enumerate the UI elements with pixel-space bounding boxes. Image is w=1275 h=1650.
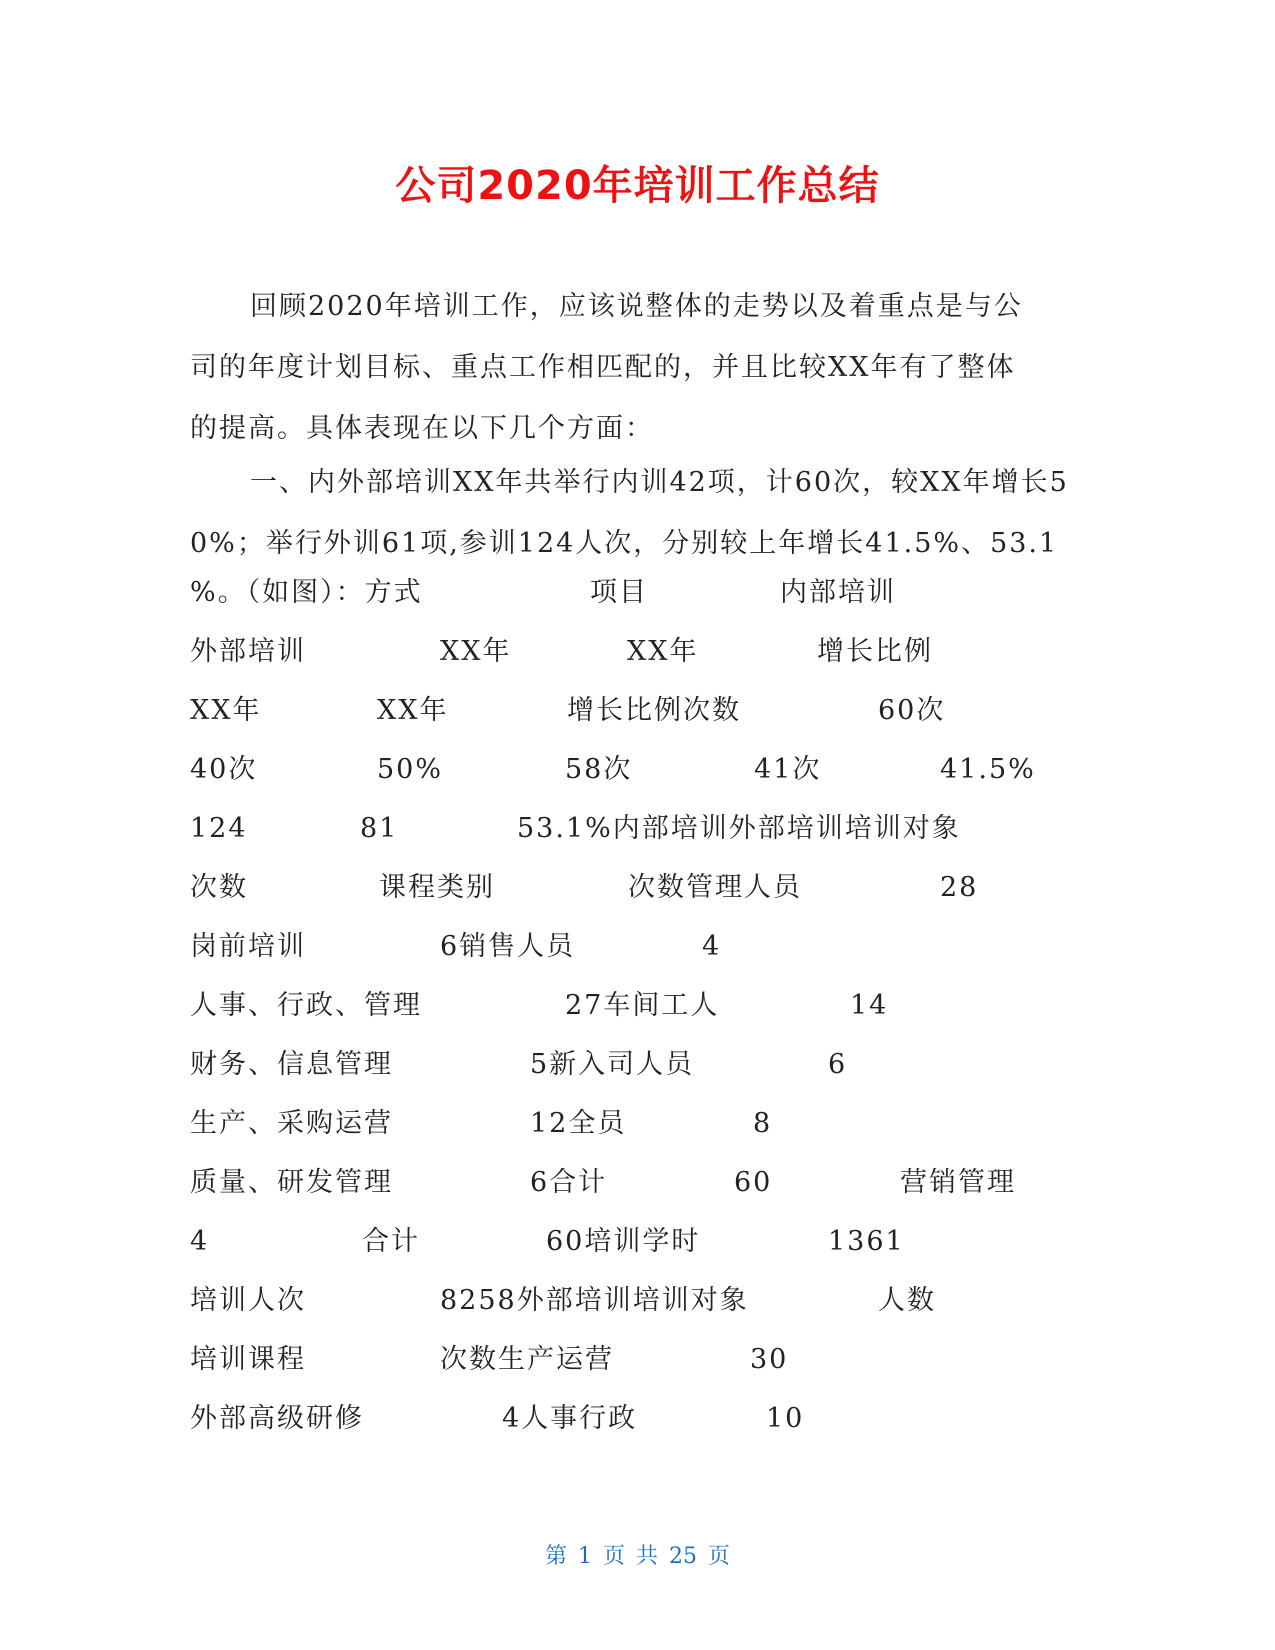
table-cell: 1361 xyxy=(828,1226,905,1257)
paragraph-line: 的提高。具体表现在以下几个方面： xyxy=(190,413,654,444)
table-cell: 次数生产运营 xyxy=(440,1344,614,1375)
table-cell: 营销管理 xyxy=(900,1167,1016,1198)
table-cell: 40次 xyxy=(190,754,258,785)
table-cell: 培训课程 xyxy=(190,1344,306,1375)
page-number: 第 1 页 共 25 页 xyxy=(545,1544,730,1569)
table-cell: 50% xyxy=(377,754,444,785)
table-cell: 课程类别 xyxy=(379,872,495,903)
table-cell: 58次 xyxy=(565,754,633,785)
table-cell: 27车间工人 xyxy=(565,990,720,1021)
section-one-paragraph xyxy=(190,452,1090,574)
intro-paragraph xyxy=(190,276,1090,459)
table-cell: 124 xyxy=(190,813,248,844)
table-cell: 60 xyxy=(734,1167,773,1198)
table-cell: 次数 xyxy=(190,872,248,903)
table-cell: 30 xyxy=(750,1344,789,1375)
document-title: 公司2020年培训工作总结 xyxy=(395,163,880,209)
table-cell: 8258外部培训培训对象 xyxy=(440,1285,749,1316)
table-cell: 生产、采购运营 xyxy=(190,1108,393,1139)
table-cell: 外部培训 xyxy=(190,636,306,667)
table-cell: 内部培训 xyxy=(780,577,896,608)
table-cell: 60培训学时 xyxy=(546,1226,701,1257)
table-cell: 5新入司人员 xyxy=(530,1049,695,1080)
table-cell: XX年 xyxy=(190,695,262,726)
table-cell: 外部高级研修 xyxy=(190,1403,364,1434)
table-cell: 岗前培训 xyxy=(190,931,306,962)
paragraph-line: 司的年度计划目标、重点工作相匹配的，并且比较XX年有了整体 xyxy=(190,352,1016,383)
paragraph-line: 0%；举行外训61项,参训124人次，分别较上年增长41.5%、53.1 xyxy=(190,528,1059,559)
table-cell: 4人事行政 xyxy=(502,1403,638,1434)
table-cell: 合计 xyxy=(362,1226,420,1257)
table-cell: 12全员 xyxy=(530,1108,627,1139)
table-cell: 8 xyxy=(753,1108,773,1139)
table-cell: 14 xyxy=(850,990,889,1021)
table-cell: 培训人次 xyxy=(190,1285,306,1316)
paragraph-line: 回顾2020年培训工作，应该说整体的走势以及着重点是与公 xyxy=(250,291,1023,322)
table-cell: 60次 xyxy=(878,695,946,726)
table-cell: 10 xyxy=(766,1403,805,1434)
table-cell: 项目 xyxy=(590,577,648,608)
paragraph-line: 一、内外部培训XX年共举行内训42项，计60次，较XX年增长5 xyxy=(250,467,1069,498)
table-cell: XX年 xyxy=(627,636,699,667)
table-cell: 人数 xyxy=(878,1285,936,1316)
table-cell: 81 xyxy=(360,813,399,844)
table-cell: 41次 xyxy=(754,754,822,785)
table-cell: 4 xyxy=(702,931,722,962)
table-cell: XX年 xyxy=(440,636,512,667)
table-cell: 财务、信息管理 xyxy=(190,1049,393,1080)
table-cell: 次数管理人员 xyxy=(628,872,802,903)
table-cell: %。（如图）：方式 xyxy=(190,577,423,608)
table-cell: 28 xyxy=(940,872,979,903)
table-cell: 41.5% xyxy=(940,754,1036,785)
table-cell: 增长比例 xyxy=(817,636,933,667)
table-cell: 6 xyxy=(828,1049,848,1080)
table-cell: 6销售人员 xyxy=(440,931,576,962)
table-cell: 质量、研发管理 xyxy=(190,1167,393,1198)
table-cell: 6合计 xyxy=(530,1167,608,1198)
table-cell: 增长比例次数 xyxy=(567,695,741,726)
table-cell: 53.1%内部培训外部培训培训对象 xyxy=(517,813,961,844)
table-cell: 4 xyxy=(190,1226,210,1257)
table-cell: XX年 xyxy=(377,695,449,726)
table-cell: 人事、行政、管理 xyxy=(190,990,422,1021)
